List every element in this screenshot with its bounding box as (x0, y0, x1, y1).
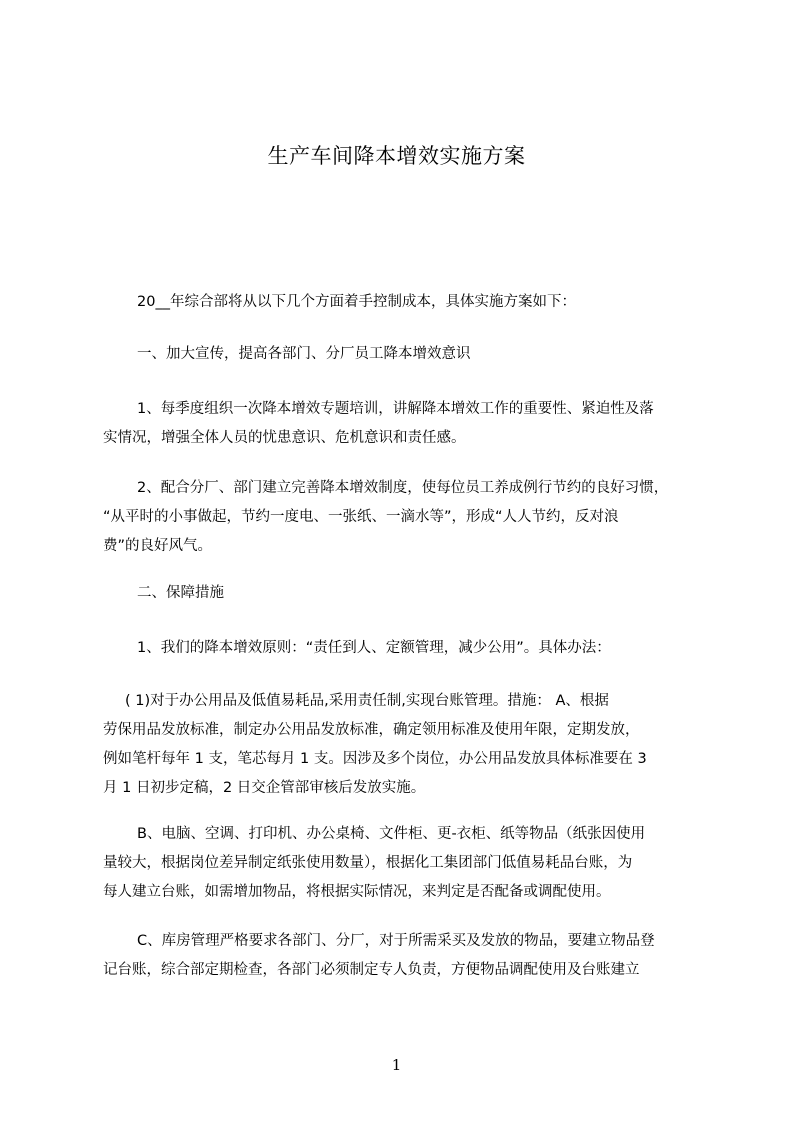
paragraph-line: 2、配合分厂、部门建立完善降本增效制度，使每位员工养成例行节约的良好习惯， (137, 480, 669, 496)
paragraph-line: 量较大，根据岗位差异制定纸张使用数量），根据化工集团部门低值易耗品台账，为 (103, 855, 633, 871)
list-item-paragraph (103, 927, 729, 985)
document-title: 生产车间降本增效实施方案 (267, 144, 526, 168)
paragraph-line: 劳保用品发放标准，制定办公用品发放标准，确定领用标准及使用年限，定期发放， (103, 722, 640, 738)
paragraph-line: 一、加大宣传，提高各部门、分厂员工降本增效意识 (137, 346, 471, 362)
paragraph-line: 1、我们的降本增效原则：“责任到人、定额管理，减少公用”。具体办法： (137, 640, 611, 656)
list-item-paragraph (103, 820, 729, 907)
intro-paragraph (103, 288, 729, 317)
section-heading (103, 340, 729, 369)
page-number: 1 (391, 1056, 402, 1074)
list-item-paragraph (103, 634, 729, 663)
paragraph-line: C、库房管理严格要求各部门、分厂，对于所需采买及发放的物品，要建立物品登 (137, 933, 655, 949)
paragraph-line: B、电脑、空调、打印机、办公桌椅、文件柜、更-衣柜、纸等物品（纸张因使用 (137, 826, 646, 842)
paragraph-line: 20__年综合部将从以下几个方面着手控制成本，具体实施方案如下： (137, 294, 576, 310)
paragraph-line: “从平时的小事做起，节约一度电、一张纸、一滴水等”，形成“人人节约，反对浪 (103, 509, 619, 525)
paragraph-line: 1、每季度组织一次降本增效专题培训，讲解降本增效工作的重要性、紧迫性及落 (137, 401, 654, 417)
section-heading (103, 579, 729, 608)
paragraph-line: 费”的良好风气。 (103, 538, 213, 554)
paragraph-line: 记台账，综合部定期检查，各部门必须制定专人负责，方便物品调配使用及台账建立 (103, 962, 640, 978)
list-item-paragraph (103, 395, 729, 453)
list-item-paragraph (103, 687, 729, 803)
paragraph-line: ( 1)对于办公用品及低值易耗品,采用责任制,实现台账管理。措施： A、根据 (125, 693, 609, 709)
list-item-paragraph (103, 474, 729, 561)
paragraph-line: 月 1 日初步定稿，2 日交企管部审核后发放实施。 (103, 780, 426, 796)
paragraph-line: 二、保障措施 (137, 585, 224, 601)
paragraph-line: 例如笔杆每年 1 支，笔芯每月 1 支。因涉及多个岗位，办公用品发放具体标准要在 3 (103, 751, 647, 767)
paragraph-line: 实情况，增强全体人员的忧患意识、危机意识和责任感。 (103, 430, 466, 446)
paragraph-line: 每人建立台账，如需增加物品，将根据实际情况，来判定是否配备或调配使用。 (103, 884, 611, 900)
